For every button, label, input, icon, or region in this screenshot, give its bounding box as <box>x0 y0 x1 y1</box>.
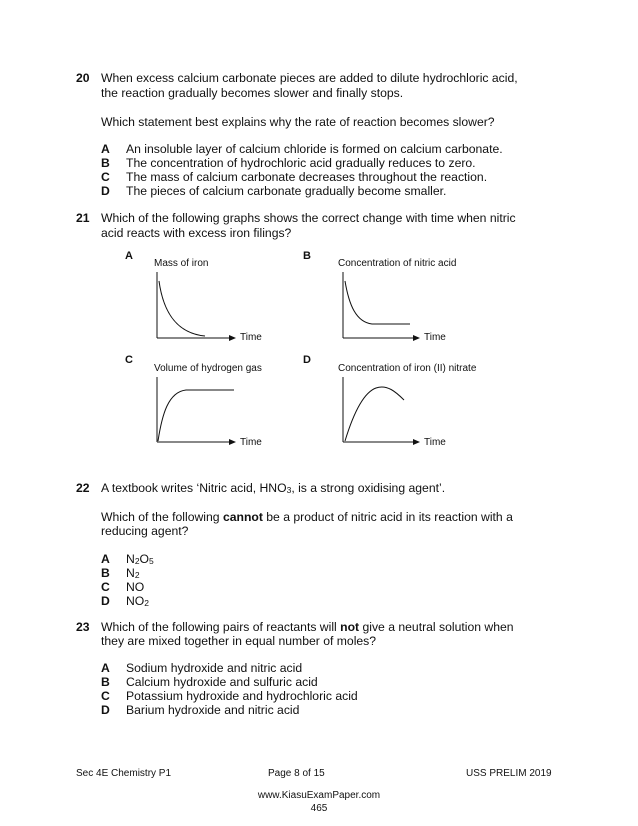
q22-option-c-formula <box>126 580 144 595</box>
q22-option-b-letter: B <box>101 566 110 580</box>
q23-option-a-text: Sodium hydroxide and nitric acid <box>126 661 303 675</box>
q20-option-c-letter: C <box>101 170 110 184</box>
graph-b-x-axis-label: Time <box>424 332 446 343</box>
q20-number: 20 <box>76 71 90 85</box>
q20-option-a-letter: A <box>101 142 110 156</box>
q22-option-a-part-2: O <box>139 552 150 566</box>
q22-question-text-1: Which of the following <box>101 510 223 524</box>
footer-exam-name: USS PRELIM 2019 <box>466 768 552 779</box>
q20-option-d-text: The pieces of calcium carbonate gradually become smaller. <box>126 184 447 198</box>
q22-option-b-sub-1: 2 <box>134 570 140 580</box>
graph-a-y-axis-label: Mass of iron <box>154 258 209 269</box>
q22-question-text-2: be a product of nitric acid in its reaction with a <box>262 510 513 524</box>
graph-a-x-axis-label: Time <box>240 332 262 343</box>
graph-c-y-axis-label: Volume of hydrogen gas <box>154 363 262 374</box>
q20-question: Which statement best explains why the rate of reaction becomes slower? <box>101 115 495 129</box>
q22-option-b-part-1: N <box>126 566 135 580</box>
footer-subject: Sec 4E Chemistry P1 <box>76 768 172 779</box>
q22-option-a-letter: A <box>101 552 110 566</box>
q22-option-d-part-1: NO <box>126 594 145 608</box>
q20-stem-line-2: the reaction gradually becomes slower and finally stops. <box>101 86 404 100</box>
graph-b-letter: B <box>303 250 311 262</box>
q23-option-b-letter: B <box>101 675 110 689</box>
graph-b-y-axis-label: Concentration of nitric acid <box>338 258 457 269</box>
q23-option-d-text: Barium hydroxide and nitric acid <box>126 703 300 717</box>
graph-a-letter: A <box>125 250 133 262</box>
graph-c-x-axis-label: Time <box>240 437 262 448</box>
footer-page-number: 465 <box>310 803 328 814</box>
q22-question-line-1 <box>101 510 513 525</box>
q23-option-a-letter: A <box>101 661 110 675</box>
q20-option-b-letter: B <box>101 156 110 170</box>
q22-option-a-part-1: N <box>126 552 135 566</box>
q22-stem-text-2: , is a strong oxidising agent’. <box>291 481 446 495</box>
q23-option-d-letter: D <box>101 703 110 717</box>
q22-question-line-2: reducing agent? <box>101 524 189 538</box>
q20-option-b-text: The concentration of hydrochloric acid gradually reduces to zero. <box>126 156 476 170</box>
q23-option-c-letter: C <box>101 689 110 703</box>
q22-stem-text-1: A textbook writes ‘Nitric acid, HNO <box>101 481 287 495</box>
q21-stem-line-2: acid reacts with excess iron filings? <box>101 226 292 240</box>
q23-number: 23 <box>76 620 90 634</box>
q20-option-c-text: The mass of calcium carbonate decreases throughout the reaction. <box>126 170 488 184</box>
footer-page-indicator: Page 8 of 15 <box>268 768 325 779</box>
q23-option-c-text: Potassium hydroxide and hydrochloric acid <box>126 689 358 703</box>
graph-d-x-axis-label: Time <box>424 437 446 448</box>
q22-option-d-sub-1: 2 <box>144 598 150 608</box>
q22-stem-subscript: 3 <box>286 485 292 495</box>
q23-stem-line-1 <box>101 620 514 635</box>
q22-number: 22 <box>76 481 90 495</box>
q22-option-c-letter: C <box>101 580 110 594</box>
q22-option-a-sub-1: 2 <box>134 556 140 566</box>
footer-website: www.KiasuExamPaper.com <box>257 790 381 801</box>
q20-option-a-text: An insoluble layer of calcium chloride is formed on calcium carbonate. <box>126 142 503 156</box>
q21-number: 21 <box>76 211 90 225</box>
q22-option-d-letter: D <box>101 594 110 608</box>
q22-option-c-part-1: NO <box>126 580 145 594</box>
q22-question-emphasis: cannot <box>222 510 263 524</box>
graph-c-letter: C <box>125 354 133 366</box>
q23-option-b-text: Calcium hydroxide and sulfuric acid <box>126 675 318 689</box>
q23-stem-line-2: they are mixed together in equal number of moles? <box>101 634 377 648</box>
graph-d-y-axis-label: Concentration of iron (II) nitrate <box>338 363 477 374</box>
q21-stem-line-1: Which of the following graphs shows the correct change with time when nitric <box>101 211 516 225</box>
q20-option-d-letter: D <box>101 184 110 198</box>
q23-stem-text-1: Which of the following pairs of reactants will <box>101 620 341 634</box>
q23-stem-emphasis: not <box>340 620 360 634</box>
q22-option-a-sub-2: 5 <box>149 556 154 566</box>
q20-stem-line-1: When excess calcium carbonate pieces are added to dilute hydrochloric acid, <box>101 71 518 85</box>
q22-option-d-formula <box>126 594 149 611</box>
q23-stem-text-2: give a neutral solution when <box>359 620 514 634</box>
graph-d-letter: D <box>303 354 311 366</box>
graph-d-x-arrowhead <box>413 439 420 445</box>
q22-stem <box>101 481 445 498</box>
graph-d-curve <box>345 387 404 441</box>
